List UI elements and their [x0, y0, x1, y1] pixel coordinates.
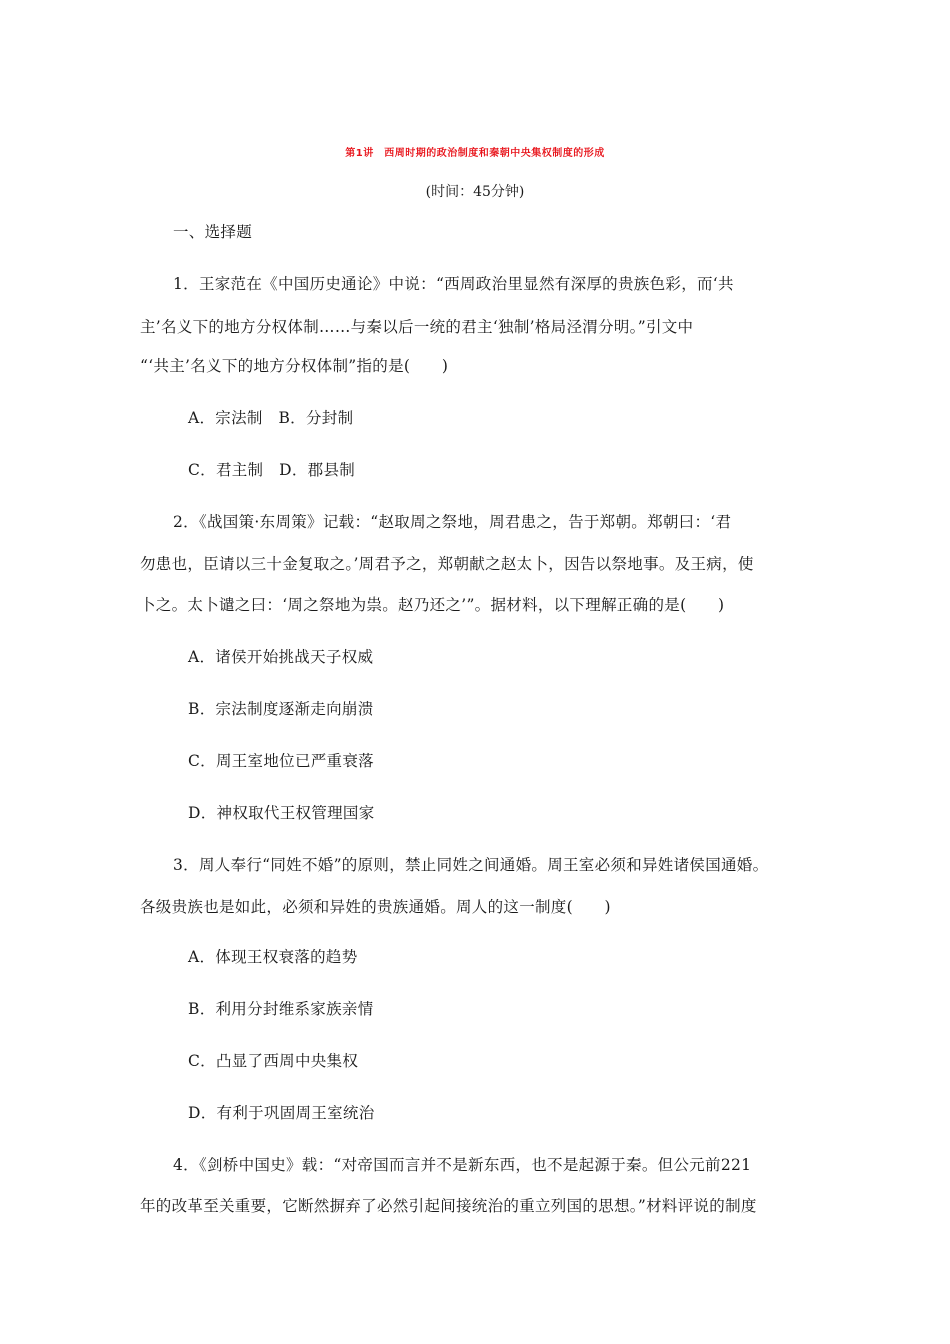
question-1-line-1: 1．王家范在《中国历史通论》中说：“西周政治里显然有深厚的贵族色彩，而‘共 [173, 275, 734, 293]
question-2-line-1: 2．《战国策·东周策》记载：“赵取周之祭地，周君患之，告于郑朝。郑朝曰：‘君 [173, 513, 732, 531]
section-heading: 一、选择题 [173, 223, 253, 241]
question-2-option-c: C．周王室地位已严重衰落 [188, 752, 374, 770]
question-2-option-d: D．神权取代王权管理国家 [188, 804, 375, 822]
question-2-line-3: 卜之。太卜谴之曰：‘周之祭地为祟。赵乃还之’”。据材料，以下理解正确的是( ) [140, 596, 725, 614]
question-1-options-ab: A．宗法制 B．分封制 [188, 409, 354, 427]
question-3-option-b: B．利用分封维系家族亲情 [188, 1000, 374, 1018]
question-3-option-d: D．有利于巩固周王室统治 [188, 1104, 375, 1122]
question-1-options-cd: C．君主制 D．郡县制 [188, 461, 356, 479]
question-2-option-b: B．宗法制度逐渐走向崩溃 [188, 700, 374, 718]
question-4-line-2: 年的改革至关重要，它断然摒弃了必然引起间接统治的重立列国的思想。”材料评说的制度 [140, 1197, 757, 1215]
question-3-option-c: C．凸显了西周中央集权 [188, 1052, 359, 1070]
question-1-line-2: 主’名义下的地方分权体制……与秦以后一统的君主‘独制’格局泾渭分明。”引文中 [140, 318, 694, 336]
question-4-line-1: 4．《剑桥中国史》载：“对帝国而言并不是新东西，也不是起源于秦。但公元前221 [173, 1156, 752, 1174]
time-limit: (时间：45分钟) [425, 184, 525, 200]
page-title: 第1讲 西周时期的政治制度和秦朝中央集权制度的形成 [345, 148, 605, 159]
question-3-line-1: 3．周人奉行“同姓不婚”的原则，禁止同姓之间通婚。周王室必须和异姓诸侯国通婚。 [173, 856, 769, 874]
question-1-line-3: “‘共主’名义下的地方分权体制”指的是( ) [140, 357, 449, 375]
question-2-option-a: A．诸侯开始挑战天子权威 [188, 648, 374, 666]
question-3-option-a: A．体现王权衰落的趋势 [188, 948, 358, 966]
question-2-line-2: 勿患也，臣请以三十金复取之。’周君予之，郑朝献之赵太卜，因告以祭地事。及王病，使 [140, 555, 754, 573]
question-3-line-2: 各级贵族也是如此，必须和异姓的贵族通婚。周人的这一制度( ) [140, 898, 611, 916]
